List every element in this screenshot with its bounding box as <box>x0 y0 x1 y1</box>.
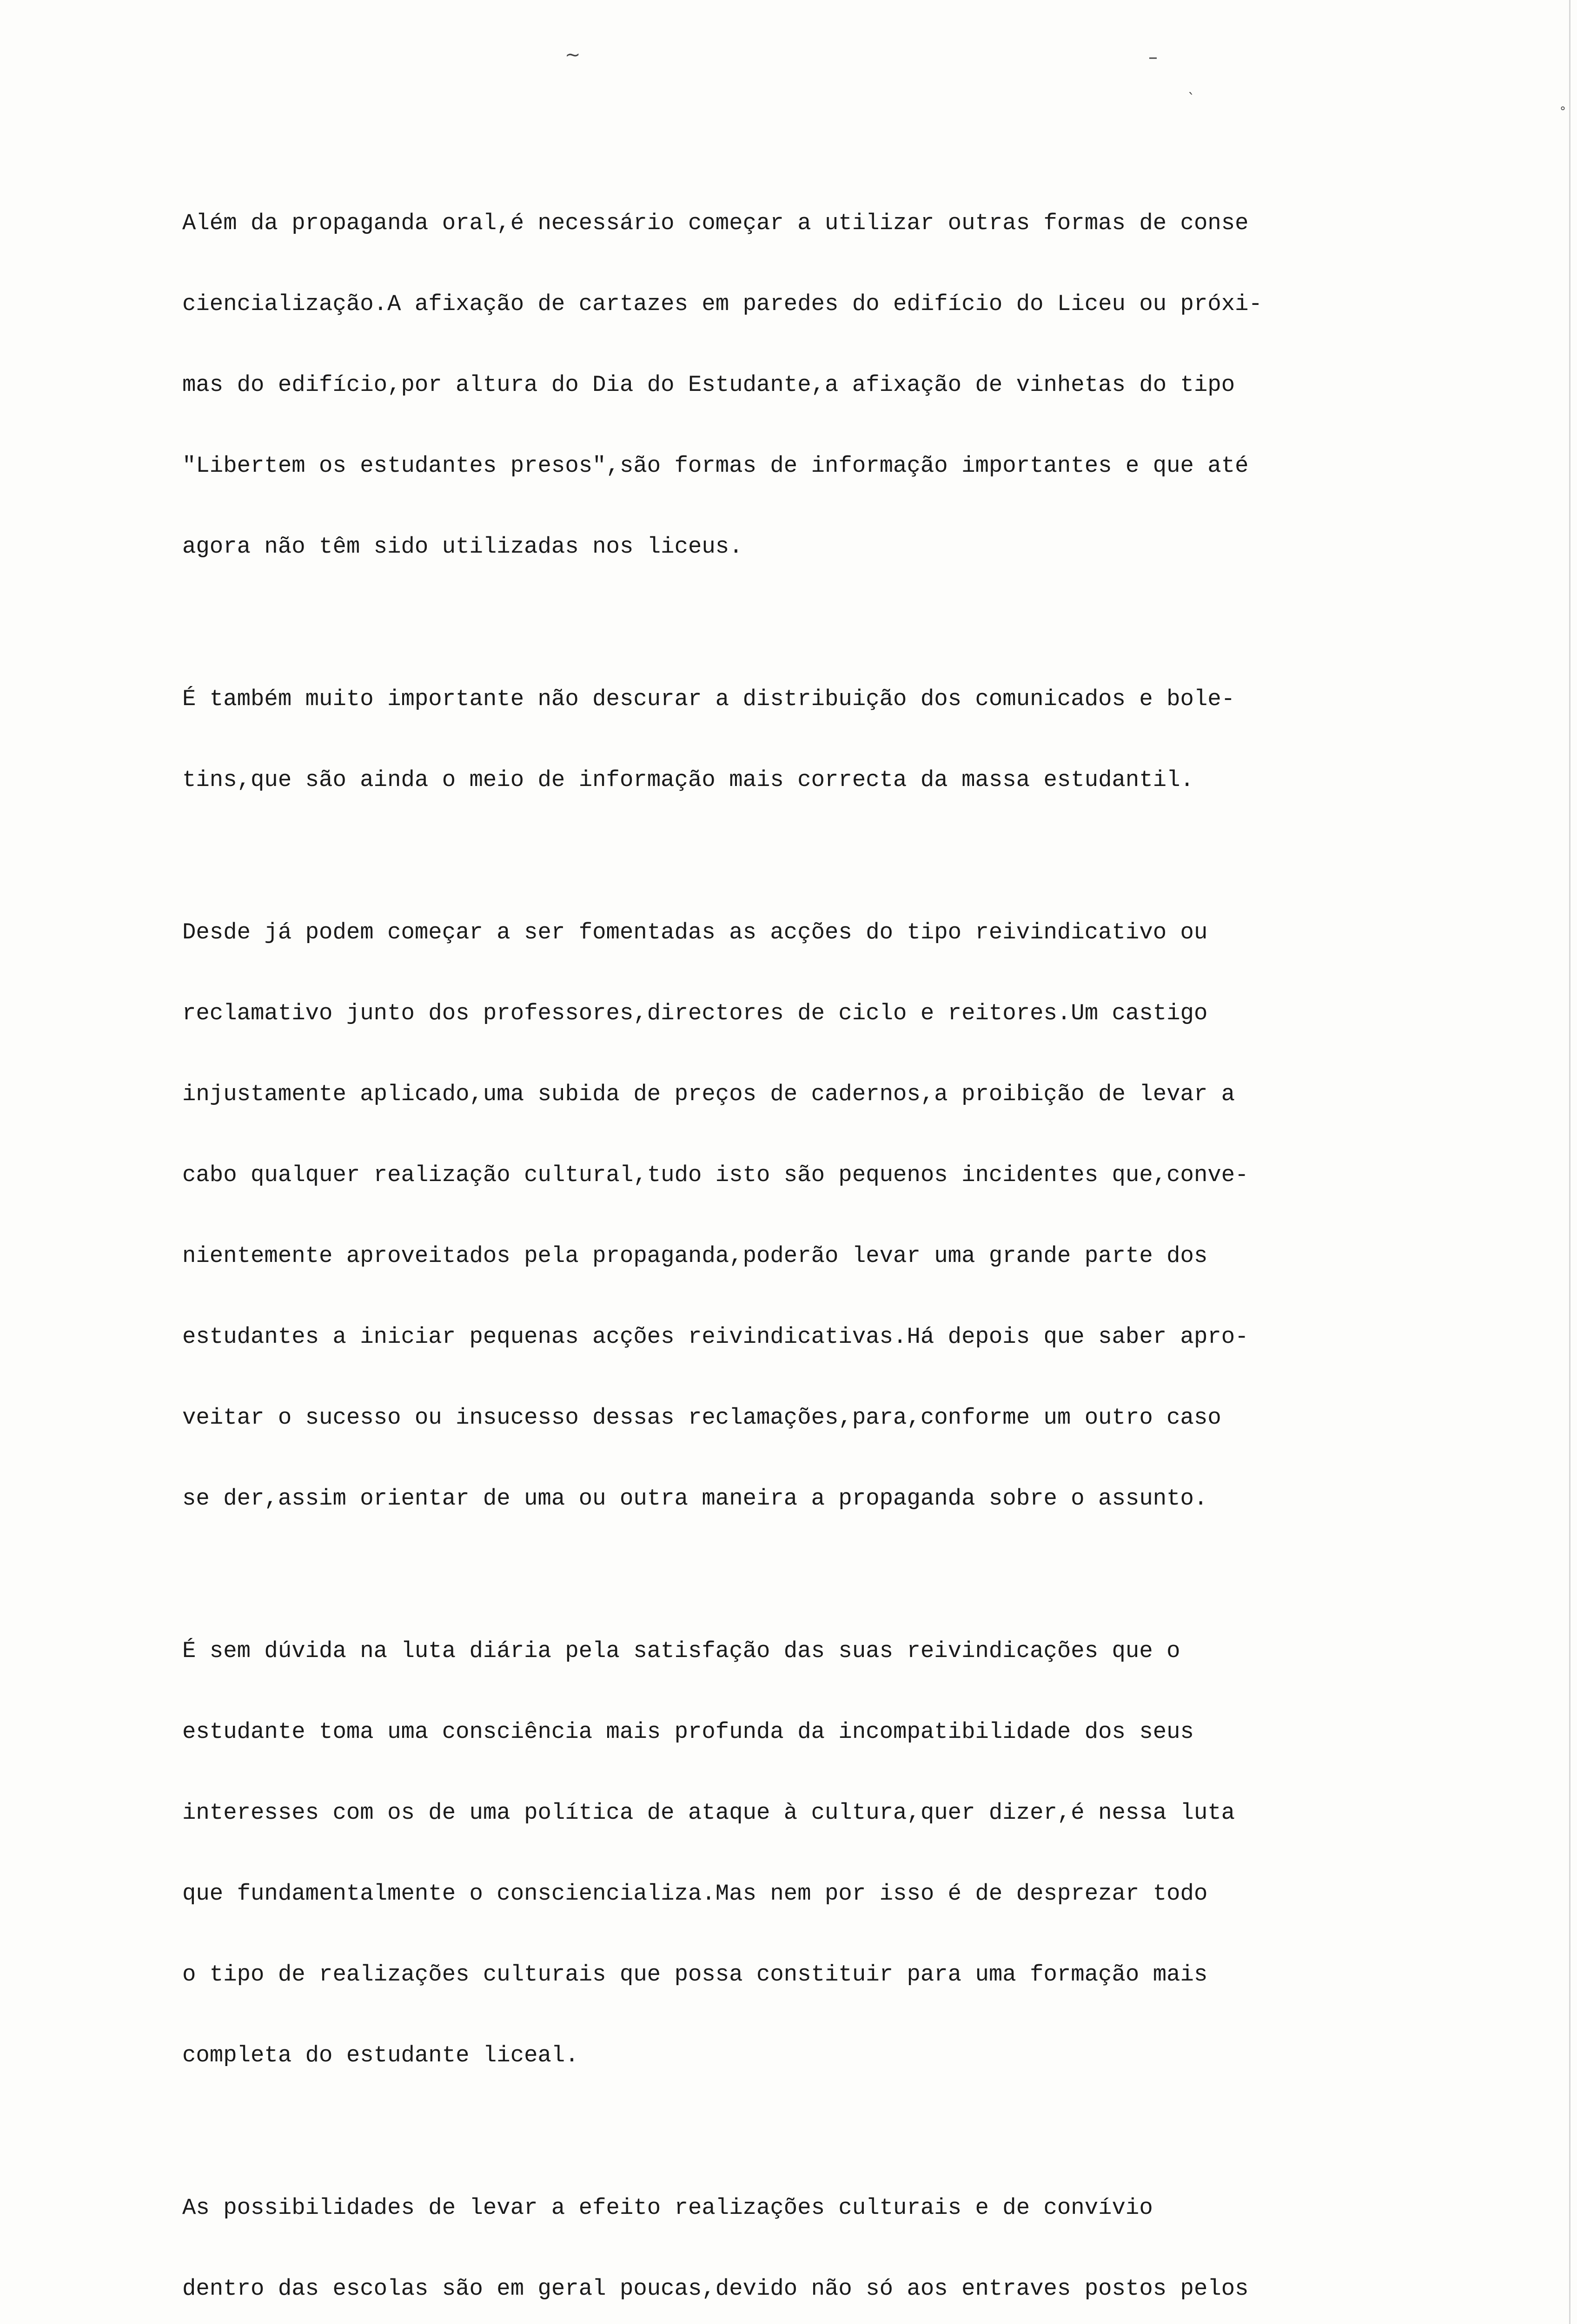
stray-mark-top-left: ~ <box>565 44 581 66</box>
paragraph-1 <box>182 156 1465 614</box>
text-line: dentro das escolas são em geral poucas,devido não só aos entraves postos pelos <box>182 2276 1249 2302</box>
text-line: Além da propaganda oral,é necessário começar a utilizar outras formas de conse <box>182 210 1249 236</box>
text-line: estudantes a iniciar pequenas acções reivindicativas.Há depois que saber apro- <box>182 1324 1249 1350</box>
paragraph-2 <box>182 632 1465 847</box>
text-line: reclamativo junto dos professores,directores de ciclo e reitores.Um castigo <box>182 1000 1208 1026</box>
stray-mark-edge: ° <box>1560 105 1566 119</box>
page-edge <box>1569 0 1570 2324</box>
text-line: mas do edifício,por altura do Dia do Estudante,a afixação de vinhetas do tipo <box>182 372 1235 398</box>
stray-mark-top-right: – <box>1148 46 1158 68</box>
text-line: nientemente aproveitados pela propaganda,poderão levar uma grande parte dos <box>182 1243 1208 1269</box>
text-line: É também muito importante não descurar a distribuição dos comunicados e bole- <box>182 686 1235 712</box>
text-line: ciencialização.A afixação de cartazes em paredes do edifício do Liceu ou próxi- <box>182 291 1262 317</box>
text-line: que fundamentalmente o consciencializa.Mas nem por isso é de desprezar todo <box>182 1881 1208 1907</box>
text-line: "Libertem os estudantes presos",são formas de informação importantes e que até <box>182 453 1249 479</box>
text-line: É sem dúvida na luta diária pela satisfação das suas reivindicações que o <box>182 1638 1180 1664</box>
text-line: estudante toma uma consciência mais profunda da incompatibilidade dos seus <box>182 1719 1194 1745</box>
text-line: cabo qualquer realização cultural,tudo isto são pequenos incidentes que,conve- <box>182 1162 1249 1188</box>
text-line: As possibilidades de levar a efeito realizações culturais e de convívio <box>182 2195 1153 2221</box>
paragraph-4 <box>182 1584 1465 2123</box>
text-line: Desde já podem começar a ser fomentadas as acções do tipo reivindicativo ou <box>182 919 1208 945</box>
text-line: o tipo de realizações culturais que possa constituir para uma formação mais <box>182 1961 1208 1987</box>
text-line: veitar o sucesso ou insucesso dessas reclamações,para,conforme um outro caso <box>182 1405 1221 1431</box>
stray-mark-tick: ` <box>1188 91 1195 107</box>
text-line: injustamente aplicado,uma subida de preços de cadernos,a proibição de levar a <box>182 1081 1235 1107</box>
paragraph-5 <box>182 2140 1465 2324</box>
text-line: agora não têm sido utilizadas nos liceus. <box>182 534 743 560</box>
text-line: se der,assim orientar de uma ou outra maneira a propaganda sobre o assunto. <box>182 1486 1208 1512</box>
document-body <box>182 156 1465 2324</box>
paragraph-3 <box>182 865 1465 1566</box>
text-line: completa do estudante liceal. <box>182 2042 579 2068</box>
text-line: interesses com os de uma política de ataque à cultura,quer dizer,é nessa luta <box>182 1800 1235 1826</box>
text-line: tins,que são ainda o meio de informação mais correcta da massa estudantil. <box>182 767 1194 793</box>
